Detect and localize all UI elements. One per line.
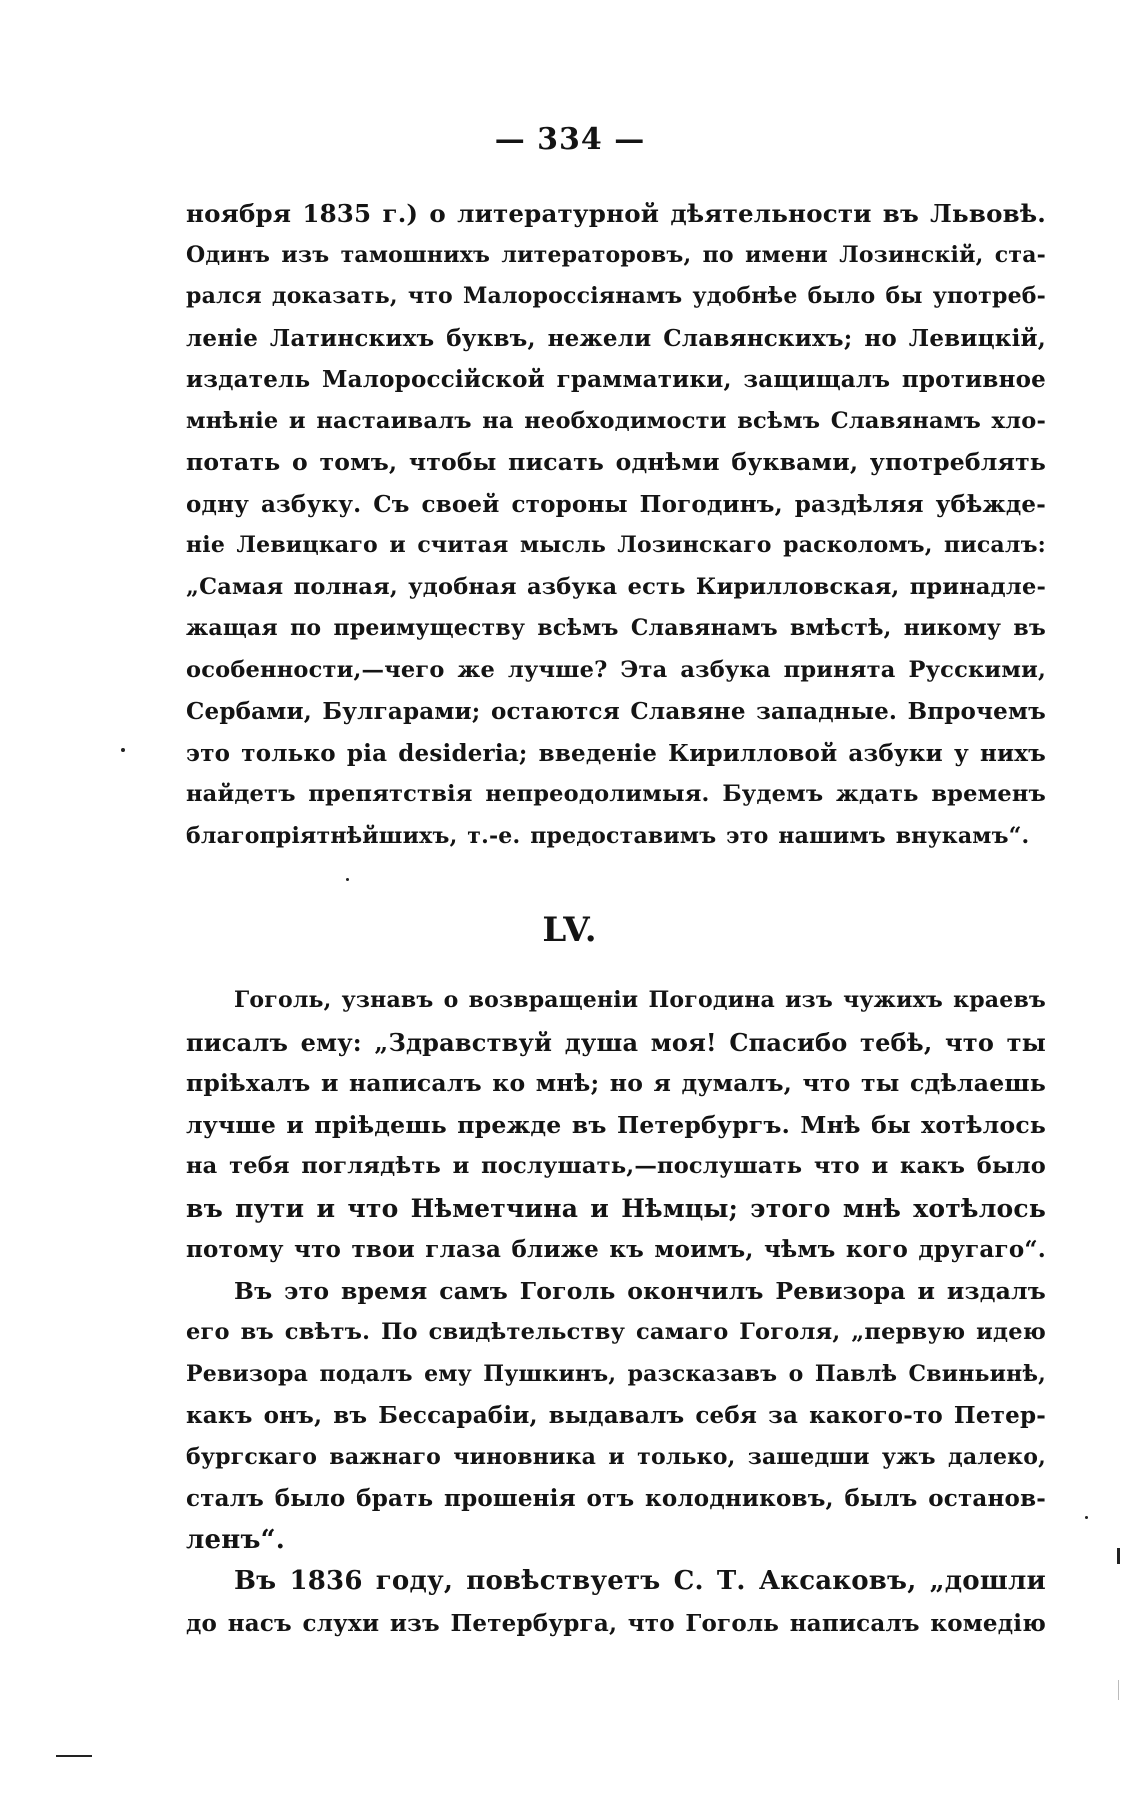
text-line: бургскаго важнаго чиновника и только, зашедши ужъ далеко,	[186, 1443, 1046, 1470]
text-line: пріѣхалъ и написалъ ко мнѣ; но я думалъ, что ты сдѣлаешь	[186, 1069, 1046, 1097]
text-line: Въ 1836 году, повѣствуетъ С. Т. Аксаковъ, „дошли	[234, 1566, 1046, 1596]
page-number: — 334 —	[494, 122, 646, 157]
text-line: Гоголь, узнавъ о возвращеніи Погодина изъ чужихъ краевъ	[234, 987, 1046, 1013]
text-line: особенности,—чего же лучше? Эта азбука принята Русскими,	[186, 656, 1046, 683]
text-line: на тебя поглядѣть и послушать,—послушать что и какъ было	[186, 1153, 1046, 1179]
text-line: ленъ“.	[186, 1524, 286, 1555]
text-line: сталъ было брать прошенія отъ колодниковъ, былъ останов-	[186, 1485, 1046, 1512]
text-line: въ пути и что Нѣметчина и Нѣмцы; этого мнѣ хотѣлось	[186, 1193, 1046, 1223]
section-lv-body	[186, 980, 1046, 1644]
text-line: благопріятнѣйшихъ, т.-е. предоставимъ это нашимъ внукамъ“.	[186, 822, 1030, 849]
scan-speck	[121, 748, 125, 752]
text-line: это только pia desideria; введеніе Кирилловой азбуки у нихъ	[186, 739, 1046, 767]
text-line: мнѣніе и настаивалъ на необходимости всѣмъ Славянамъ хло-	[186, 407, 1046, 434]
text-line: Ревизора подалъ ему Пушкинъ, разсказавъ о Павлѣ Свиньинѣ,	[186, 1360, 1046, 1387]
text-line: Одинъ изъ тамошнихъ литераторовъ, по имени Лозинскій, ста-	[186, 241, 1046, 268]
text-line: рался доказать, что Малороссіянамъ удобнѣе было бы употреб-	[186, 283, 1046, 309]
text-line: найдетъ препятствія непреодолимыя. Будемъ ждать временъ	[186, 781, 1046, 807]
scan-mark	[1117, 1548, 1120, 1564]
text-line: до насъ слухи изъ Петербурга, что Гоголь написалъ комедію	[186, 1609, 1046, 1637]
text-line: одну азбуку. Съ своей стороны Погодинъ, раздѣляя убѣжде-	[186, 490, 1046, 518]
paragraph-aksakov	[186, 1561, 1046, 1644]
paragraph-revizor	[186, 1271, 1046, 1562]
text-line: его въ свѣтъ. По свидѣтельству самаго Гоголя, „первую идею	[186, 1319, 1046, 1345]
text-line: ніе Левицкаго и считая мысль Лозинскаго расколомъ, писалъ:	[186, 532, 1046, 558]
text-line: жащая по преимуществу всѣмъ Славянамъ вмѣстѣ, никому въ	[186, 615, 1046, 641]
text-line: какъ онъ, въ Бессарабіи, выдавалъ себя за какого-то Петер-	[186, 1402, 1046, 1429]
scan-speck	[346, 878, 349, 881]
scan-mark	[56, 1755, 92, 1757]
text-line: потать о томъ, чтобы писать однѣми буквами, употреблять	[186, 448, 1046, 476]
text-line: лучше и пріѣдешь прежде въ Петербургъ. Мнѣ бы хотѣлось	[186, 1110, 1046, 1139]
paragraph-pogodin-alphabet	[186, 193, 1046, 857]
section-heading: LV.	[542, 910, 598, 950]
paragraph-gogol-letter	[186, 980, 1046, 1271]
text-line: Сербами, Булгарами; остаются Славяне западные. Впрочемъ	[186, 698, 1046, 725]
text-line: ноября 1835 г.) о литературной дѣятельности въ Львовѣ.	[186, 199, 1046, 228]
text-line: потому что твои глаза ближе къ моимъ, чѣмъ кого другаго“.	[186, 1236, 1046, 1263]
scan-mark	[1118, 1680, 1119, 1700]
text-line: издатель Малороссійской грамматики, защищалъ противное	[186, 366, 1046, 393]
text-line: писалъ ему: „Здравствуй душа моя! Спасибо тебѣ, что ты	[186, 1027, 1046, 1057]
scan-speck	[1085, 1516, 1088, 1519]
text-line: леніе Латинскихъ буквъ, нежели Славянскихъ; но Левицкій,	[186, 324, 1046, 352]
text-line: Въ это время самъ Гоголь окончилъ Ревизора и издалъ	[234, 1276, 1046, 1305]
text-line: „Самая полная, удобная азбука есть Кирилловская, принадле-	[186, 573, 1046, 600]
